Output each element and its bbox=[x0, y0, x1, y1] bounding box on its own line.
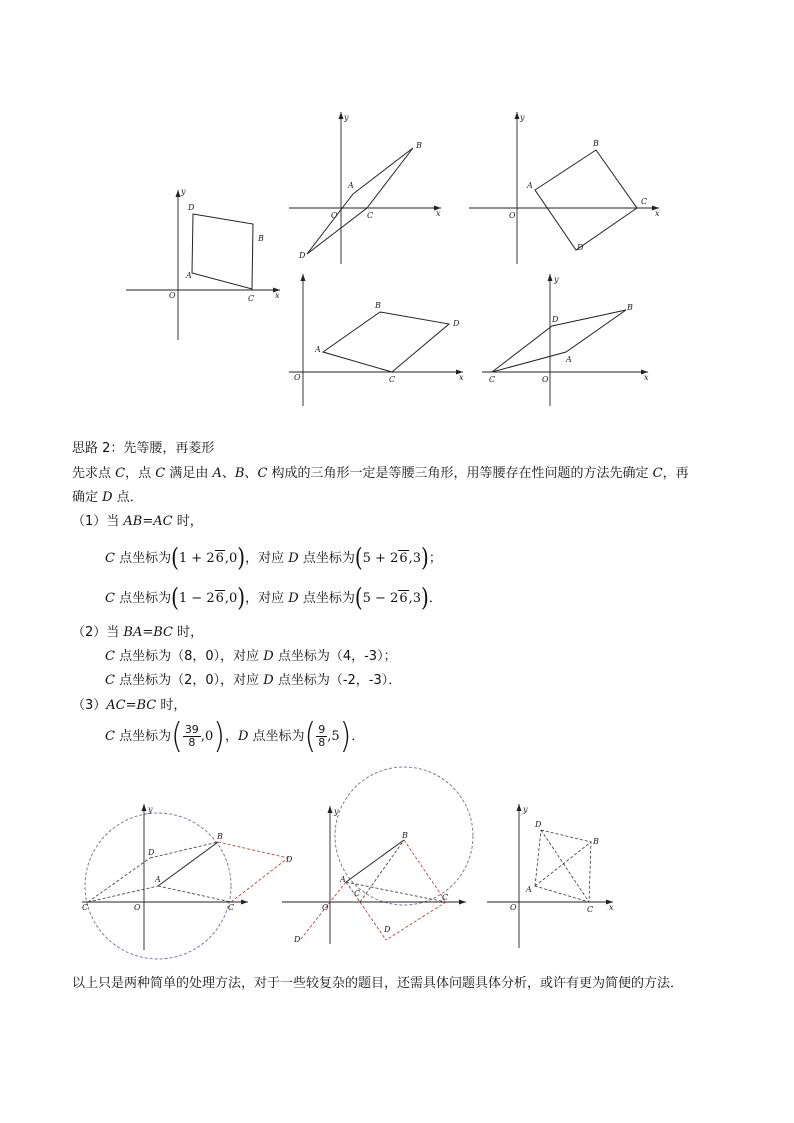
svg-text:A: A bbox=[315, 345, 321, 354]
svg-text:x: x bbox=[275, 291, 280, 300]
svg-text:A: A bbox=[186, 271, 192, 280]
case2-heading: （2）当 BA=BC 时， bbox=[72, 625, 204, 640]
svg-text:C: C bbox=[641, 197, 648, 206]
svg-text:A: A bbox=[340, 875, 346, 884]
svg-text:x: x bbox=[436, 209, 441, 218]
figure-rhombus-1 bbox=[120, 180, 285, 345]
svg-text:y: y bbox=[554, 275, 559, 284]
svg-text:y: y bbox=[523, 805, 528, 814]
svg-text:C: C bbox=[489, 375, 496, 384]
svg-text:C: C bbox=[389, 375, 396, 384]
svg-text:O: O bbox=[322, 903, 329, 912]
svg-text:B: B bbox=[593, 837, 599, 846]
svg-text:B: B bbox=[217, 832, 223, 841]
svg-text:O: O bbox=[542, 375, 549, 384]
case1-result-1: C 点坐标为(1 + 26,0)，对应 D 点坐标为(5 + 26,3)； bbox=[105, 542, 442, 572]
svg-text:C: C bbox=[82, 903, 89, 912]
section-title: 思路 2：先等腰，再菱形 bbox=[72, 441, 215, 456]
svg-text:O: O bbox=[331, 211, 338, 220]
svg-text:D: D bbox=[299, 251, 306, 260]
svg-text:B: B bbox=[593, 139, 599, 148]
svg-text:D: D bbox=[384, 925, 391, 934]
intro-line-2: 确定 D 点． bbox=[72, 490, 143, 505]
case1-result-2: C 点坐标为(1 − 26,0)，对应 D 点坐标为(5 − 26,3)． bbox=[105, 582, 442, 612]
case2-result-2: C 点坐标为（2，0），对应 D 点坐标为（-2，-3）． bbox=[105, 673, 402, 688]
figure-case3 bbox=[483, 800, 618, 950]
svg-text:D: D bbox=[453, 319, 460, 328]
svg-text:D: D bbox=[286, 855, 293, 864]
svg-text:D: D bbox=[148, 848, 155, 857]
svg-text:A: A bbox=[526, 885, 532, 894]
svg-text:y: y bbox=[148, 805, 153, 814]
svg-text:B: B bbox=[627, 303, 633, 312]
svg-text:D: D bbox=[577, 243, 584, 252]
svg-text:D: D bbox=[188, 203, 195, 212]
figure-rhombus-4 bbox=[285, 270, 465, 410]
figure-case2-circle bbox=[278, 772, 468, 947]
svg-text:B: B bbox=[416, 141, 422, 150]
case1-heading: （1）当 AB=AC 时， bbox=[72, 514, 203, 529]
rhombus-shape bbox=[492, 310, 626, 372]
svg-text:B: B bbox=[402, 831, 408, 840]
case2-result-1: C 点坐标为（8，0），对应 D 点坐标为（4，-3）； bbox=[105, 649, 397, 664]
svg-text:B: B bbox=[258, 234, 264, 243]
svg-text:y: y bbox=[181, 187, 186, 196]
svg-text:C: C bbox=[228, 903, 235, 912]
svg-text:y: y bbox=[520, 113, 525, 122]
svg-text:A: A bbox=[527, 181, 533, 190]
rhombus-shape bbox=[307, 148, 413, 254]
figure-rhombus-3 bbox=[465, 108, 665, 268]
svg-text:C: C bbox=[442, 893, 449, 902]
intro-line-1: 先求点 C，点 C 满足由 A、B、C 构成的三角形一定是等腰三角形，用等腰存在性问题的方法先确定 C，再 bbox=[72, 466, 689, 481]
case3-heading: （3）AC=BC 时， bbox=[72, 698, 187, 713]
figure-rhombus-5 bbox=[478, 270, 653, 410]
svg-text:O: O bbox=[294, 373, 301, 382]
svg-text:A: A bbox=[566, 355, 572, 364]
figure-case1-circle bbox=[78, 800, 250, 955]
svg-text:B: B bbox=[375, 301, 381, 310]
svg-text:D: D bbox=[552, 315, 559, 324]
svg-text:C: C bbox=[248, 294, 255, 303]
svg-text:x: x bbox=[609, 903, 614, 912]
conclusion: 以上只是两种简单的处理方法，对于一些较复杂的题目，还需具体问题具体分析，或许有更为简便的方法． bbox=[72, 976, 684, 991]
rhombus-shape bbox=[323, 312, 449, 372]
svg-text:C: C bbox=[587, 905, 594, 914]
rhombus-shape bbox=[535, 150, 637, 250]
rhombus-shape bbox=[192, 214, 253, 289]
svg-text:A: A bbox=[155, 875, 161, 884]
svg-text:y: y bbox=[344, 113, 349, 122]
svg-text:x: x bbox=[655, 209, 660, 218]
svg-text:O: O bbox=[134, 903, 141, 912]
svg-text:y: y bbox=[334, 807, 339, 816]
svg-text:O: O bbox=[510, 903, 517, 912]
case3-result: C 点坐标为( $\frac{39}{8}$ ,0)，D 点坐标为( $\frac{9}{8}$ ,5)． bbox=[105, 715, 365, 757]
svg-text:D: D bbox=[294, 935, 301, 944]
svg-text:D: D bbox=[535, 820, 542, 829]
svg-text:O: O bbox=[169, 291, 176, 300]
figure-rhombus-2 bbox=[285, 108, 445, 268]
svg-text:O: O bbox=[509, 211, 516, 220]
svg-text:x: x bbox=[459, 373, 464, 382]
svg-text:x: x bbox=[644, 373, 649, 382]
svg-text:A: A bbox=[348, 181, 354, 190]
svg-text:C: C bbox=[354, 889, 361, 898]
svg-text:C: C bbox=[367, 211, 374, 220]
